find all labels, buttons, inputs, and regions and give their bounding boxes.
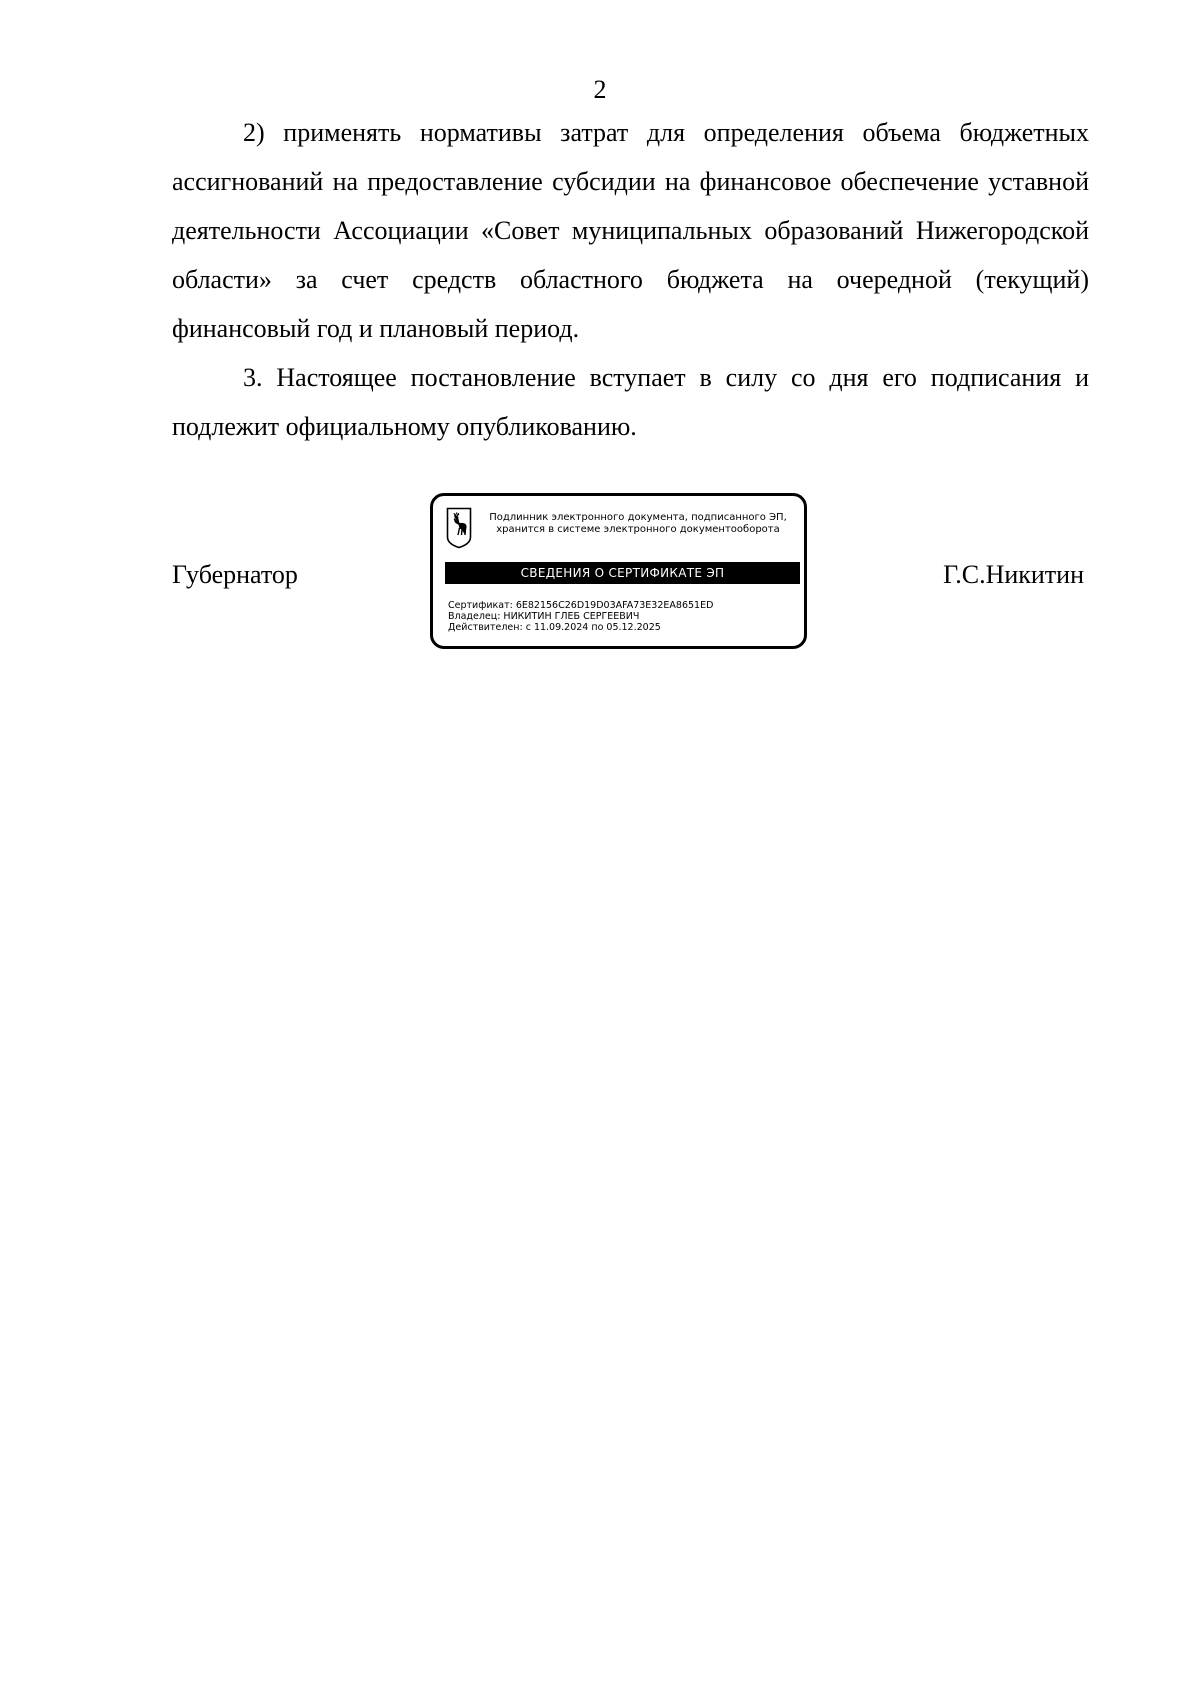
esig-certificate-number: Сертификат: 6E82156C26D19D03AFA73E32EA8651ED — [448, 600, 714, 611]
esig-header-line-2: хранится в системе электронного документооборота — [496, 524, 780, 535]
esig-validity: Действителен: с 11.09.2024 по 05.12.2025 — [448, 622, 661, 633]
signer-name: Г.С.Никитин — [943, 560, 1084, 589]
document-body — [172, 108, 1089, 451]
page-number: 2 — [593, 75, 607, 104]
signature-block — [172, 493, 1089, 661]
coat-of-arms-icon — [446, 507, 472, 549]
electronic-signature-stamp — [430, 493, 807, 649]
esig-header — [479, 512, 797, 536]
esig-certificate-details — [448, 600, 713, 633]
esig-header-line-1: Подлинник электронного документа, подписанного ЭП, — [489, 512, 787, 523]
paragraph-clause-2: 2) применять нормативы затрат для определения объема бюджетных ассигнований на предоставление субсидии на финансовое обеспечение уставной деятельности Ассоциации «Совет муниципальных образований Нижегородской области» за счет средств областного бюджета на очередной (текущий) финансовый год и плановый период. — [172, 118, 1089, 343]
esig-owner: Владелец: НИКИТИН ГЛЕБ СЕРГЕЕВИЧ — [448, 611, 640, 622]
paragraph-clause-3: 3. Настоящее постановление вступает в силу со дня его подписания и подлежит официальному опубликованию. — [172, 363, 1089, 441]
signer-position: Губернатор — [172, 560, 298, 589]
esig-certificate-title: СВЕДЕНИЯ О СЕРТИФИКАТЕ ЭП — [445, 562, 800, 584]
